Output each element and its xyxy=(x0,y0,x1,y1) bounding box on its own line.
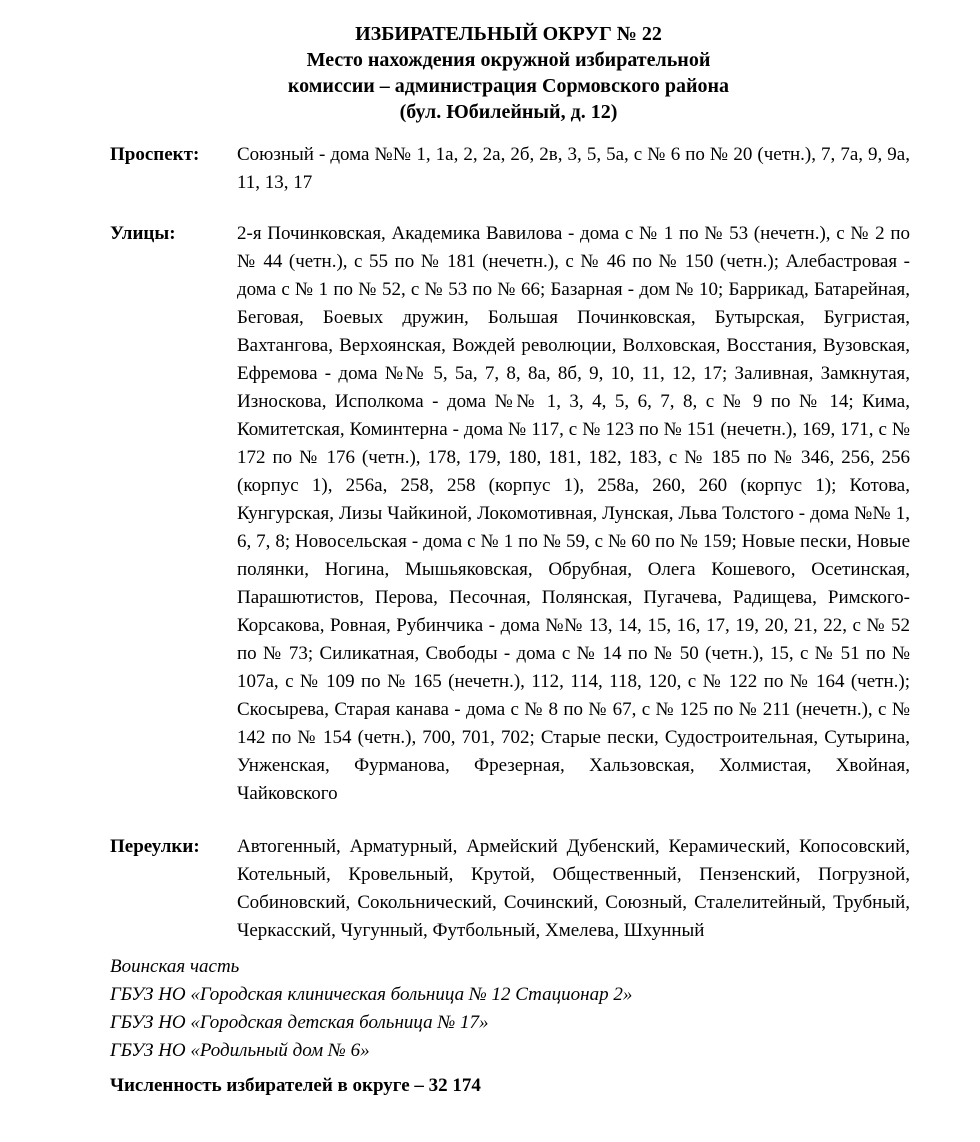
title-district-number: ИЗБИРАТЕЛЬНЫЙ ОКРУГ № 22 xyxy=(355,23,662,45)
section-text-pereulki: Автогенный, Арматурный, Армейский Дубенский, Керамический, Копосовский, Котельный, Кровельный, Крутой, Общественный, Пензенский, Погрузной, Собиновский, Сокольнический, Сочинский, Союзный, Сталелитейный, Трубный, Черкасский, Чугунный, Футбольный, Хмелева, Шхунный xyxy=(237,836,910,941)
section-label-pereulki: Переулки: xyxy=(110,836,200,857)
title-commission-location-line1: Место нахождения окружной избирательной xyxy=(306,49,711,71)
facility-maternity-hospital-6: ГБУЗ НО «Родильный дом № 6» xyxy=(110,1040,370,1061)
section-label-prospekt: Проспект: xyxy=(110,144,200,165)
voters-count-line: Численность избирателей в округе – 32 174 xyxy=(110,1075,481,1096)
facility-military-unit: Воинская часть xyxy=(110,956,240,977)
section-text-prospekt: Союзный - дома №№ 1, 1а, 2, 2а, 2б, 2в, 3, 5, 5а, с № 6 по № 20 (четн.), 7, 7а, 9, 9а, 11, 13, 17 xyxy=(237,144,910,193)
facility-clinical-hospital-12: ГБУЗ НО «Городская клиническая больница № 12 Стационар 2» xyxy=(110,984,633,1005)
section-prospekt xyxy=(110,141,910,197)
section-ulitsy xyxy=(110,220,910,808)
title-commission-address: (бул. Юбилейный, д. 12) xyxy=(399,101,618,123)
title-commission-location-line2: комиссии – администрация Сормовского района xyxy=(287,75,730,97)
facility-children-hospital-17: ГБУЗ НО «Городская детская больница № 17» xyxy=(110,1012,489,1033)
section-text-ulitsy: 2-я Починковская, Академика Вавилова - дома с № 1 по № 53 (нечетн.), с № 2 по № 44 (четн.), с 55 по № 181 (нечетн.), с № 46 по № 150 (четн.); Алебастровая - дома с № 1 по № 52, с № 53 по № 66; Базарная - дом № 10; Баррикад, Батарейная, Беговая, Боевых дружин, Большая Починковская, Бутырская, Бугристая, Вахтангова, Верхоянская, Вождей революции, Волховская, Восстания, Вузовская, Ефремова - дома №№ 5, 5а, 7, 8, 8а, 8б, 9, 10, 11, 12, 17; Заливная, Замкнутая, Износкова, Исполкома - дома №№ 1, 3, 4, 5, 6, 7, 8, с № 9 по № 14; Кима, Комитетская, Коминтерна - дома № 117, с № 123 по № 151 (нечетн.), 169, 171, с № 172 по № 176 (четн.), 178, 179, 180, 181, 182, 183, с № 185 по № 346, 256, 256 (корпус 1), 256а, 258, 258 (корпус 1), 258а, 260, 260 (корпус 1); Котова, Кунгурская, Лизы Чайкиной, Локомотивная, Лунская, Льва Толстого - дома №№ 1, 6, 7, 8; Новосельская - дома с № 1 по № 59, с № 60 по № 159; Новые пески, Новые полянки, Ногина, Мышьяковская, Обрубная, Олега Кошевого, Осетинская, Парашютистов, Перова, Песочная, Полянская, Пугачева, Радищева, Римского-Корсакова, Ровная, Рубинчика - дома №№ 13, 14, 15, 16, 17, 19, 20, 21, 22, с № 52 по № 73; Силикатная, Свободы - дома с № 14 по № 50 (четн.), 15, с № 51 по № 107а, с № 109 по № 165 (нечетн.), 112, 114, 118, 120, с № 122 по № 164 (четн.); Скосырева, Старая канава - дома с № 8 по № 67, с № 125 по № 211 (нечетн.), с № 142 по № 154 (четн.), 700, 701, 702; Старые пески, Судостроительная, Сутырина, Унженская, Фурманова, Фрезерная, Хальзовская, Холмистая, Хвойная, Чайковского xyxy=(237,223,910,804)
section-label-ulitsy: Улицы: xyxy=(110,223,176,244)
section-pereulki xyxy=(110,833,910,945)
document-title-block xyxy=(110,0,907,125)
facilities-list xyxy=(110,953,910,1065)
